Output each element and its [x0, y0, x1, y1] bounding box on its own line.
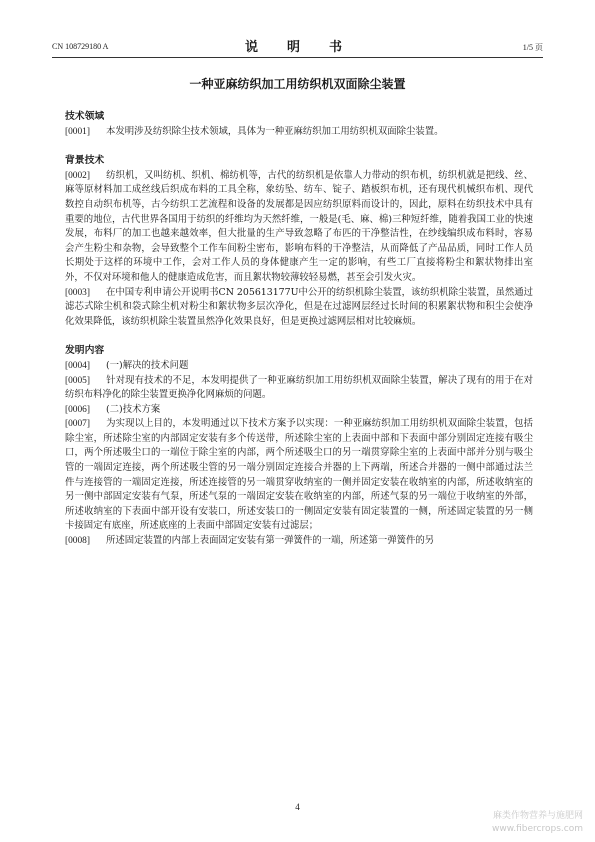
- paragraph-number: [0004]: [65, 360, 90, 371]
- paragraph-number: [0002]: [65, 170, 90, 181]
- paragraph-number: [0007]: [65, 419, 90, 430]
- section-heading-background: 背景技术: [65, 155, 105, 167]
- paragraph-number: [0005]: [65, 375, 90, 386]
- paragraph-0008: [65, 534, 533, 549]
- document-body: [65, 110, 533, 549]
- section-heading-invention: 发明内容: [65, 345, 105, 357]
- watermark: [492, 810, 583, 836]
- paragraph-number: [0006]: [65, 404, 90, 415]
- paragraph-0005: [65, 374, 533, 403]
- paragraph-0001: [65, 125, 533, 140]
- paragraph-text: 在中国专利申请公开说明书CN 205613177U中公开的纺织机除尘装置，该纺织机除尘装置，虽然通过滤芯式除尘机和袋式除尘机对粉尘和絮状物多层次净化，但是在过滤网层经过长时间的积累絮状物和积尘会使净化效果降低，该纺织机除尘装置虽然净化效果良好，但是更换过滤网层相对比较麻烦。: [65, 286, 533, 327]
- page-indicator: 1/5 页: [522, 43, 543, 52]
- paragraph-0003: [65, 286, 533, 330]
- page-number: 4: [295, 802, 300, 812]
- paragraph-text: (二)技术方案: [106, 403, 161, 415]
- section-heading-tech-field: 技术领域: [65, 111, 105, 122]
- document-type: 说 明 书: [244, 40, 350, 55]
- paragraph-text: 本发明涉及纺织除尘技术领域，具体为一种亚麻纺织加工用纺织机双面除尘装置。: [106, 125, 444, 137]
- paragraph-0004: [65, 359, 533, 374]
- paragraph-0002: [65, 169, 533, 286]
- paragraph-text: 所述固定装置的内部上表面固定安装有第一弹簧件的一端，所述第一弹簧件的另: [106, 535, 435, 547]
- header-divider: [52, 57, 543, 58]
- paragraph-text: 针对现有技术的不足，本发明提供了一种亚麻纺织加工用纺织机双面除尘装置，解决了现有的用于在对纺织布料净化的除尘装置更换净化网麻烦的问题。: [65, 374, 533, 401]
- watermark-line-1: 麻类作物营养与施肥网: [492, 811, 583, 821]
- paragraph-text: 纺织机，又叫纺机、织机、棉纺机等，古代的纺织机是依靠人力带动的织布机，纺织机就是把线、丝、麻等原材料加工成丝线后织成布料的工具全称，象纺坠、纺车、锭子、踏板织布机，还有现代机械织布机、现代数控自动织布机等，古今纺织工艺流程和设备的发展都是因应纺织原料而设计的，因此，原料在纺织技术中具有重要的地位，古代世界各国用于纺织的纤维均为天然纤维，一般是(毛、麻、棉)三种短纤维，随着我国工业的快速发展，布料厂的加工也越来越效率，但大批量的生产导致忽略了布匹的干净整洁性，在纱线编织成布料时，容易会产生粉尘和杂物，会导致整个工作车间粉尘密布，影响布料的干净整洁，从而降低了产品品质，同时工作人员长期处于这样的环境中工作，会对工作人员的身体健康产生一定的影响，有些工厂直接将粉尘和絮状物排出室外，不仅对环境和他人的健康造成危害，而且絮状物较薄较轻易燃，甚至会引发火灾。: [65, 169, 533, 283]
- paragraph-number: [0003]: [65, 287, 90, 298]
- document-title: 一种亚麻纺织加工用纺织机双面除尘装置: [189, 77, 406, 91]
- paragraph-text: (一)解决的技术问题: [106, 359, 189, 371]
- paragraph-number: [0001]: [65, 126, 90, 137]
- paragraph-0006: [65, 403, 533, 418]
- paragraph-0007: [65, 417, 533, 534]
- patent-number: CN 108729180 A: [52, 42, 109, 51]
- watermark-line-2: www.fibercrops.com: [492, 824, 583, 834]
- paragraph-number: [0008]: [65, 536, 90, 547]
- paragraph-text: 为实现以上目的，本发明通过以下技术方案予以实现：一种亚麻纺织加工用纺织机双面除尘装置，包括除尘室，所述除尘室的内部固定安装有多个传送带，所述除尘室的上表面中部和下表面中部分别固定连接有吸尘口，两个所述吸尘口的一端位于除尘室的内部，两个所述吸尘口的另一端贯穿除尘室的上表面中部并分别与吸尘管的一端固定连接，两个所述吸尘管的另一端分别固定连接合并器的上下两端，所述合并器的一侧中部通过法兰件与连接管的一端固定连接，所述连接管的另一端贯穿收纳室的一侧并固定安装在收纳室的内部，所述收纳室的另一侧中部固定安装有气泵，所述气泵的一端固定安装在收纳室的内部，所述气泵的另一端位于收纳室的外部，所述收纳室的下表面中部开设有安装口，所述安装口的一侧固定安装有固定装置的一侧，所述固定装置的另一侧卡接固定有底座，所述底座的上表面中部固定安装有过滤层；: [65, 418, 533, 532]
- page-header: [52, 36, 543, 56]
